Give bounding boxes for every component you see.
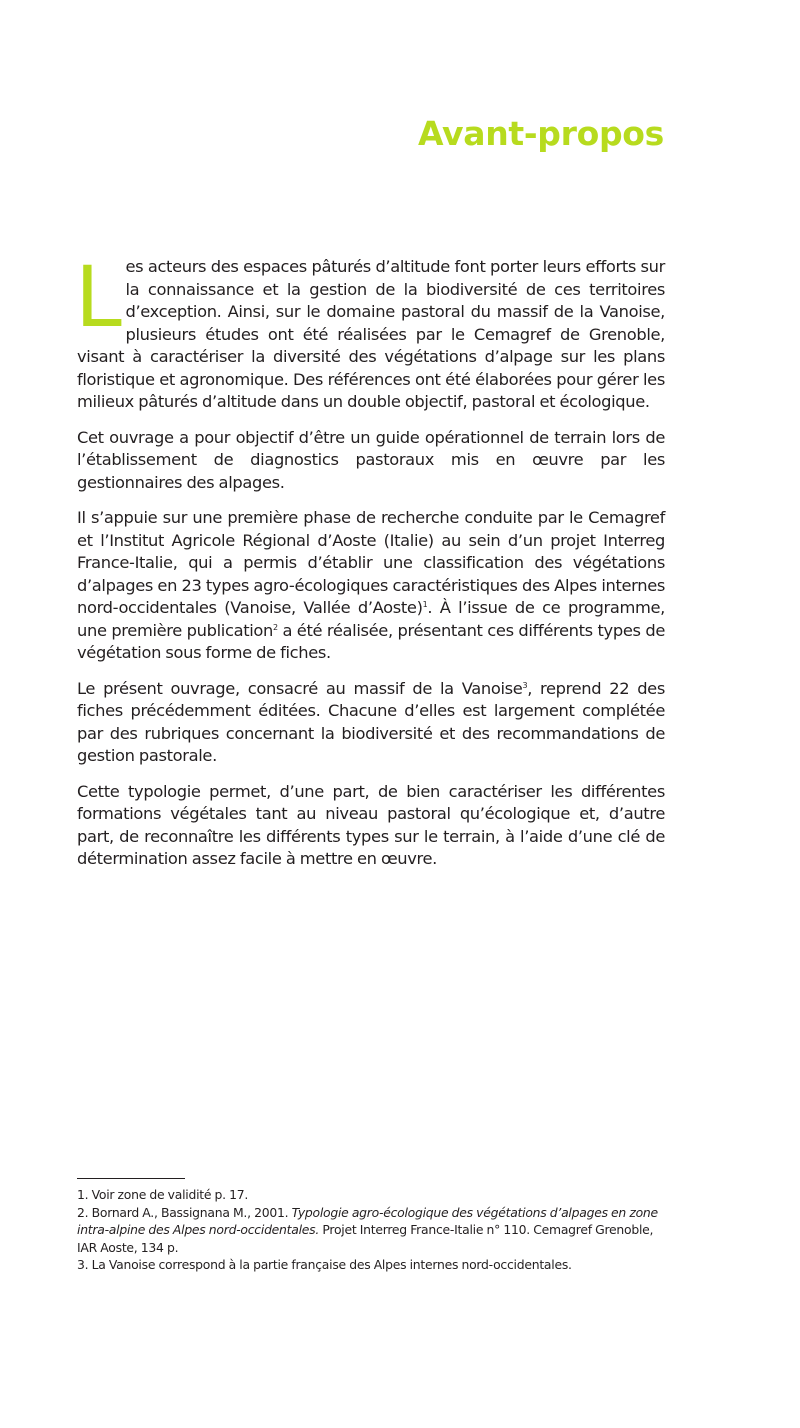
paragraph-2: Cet ouvrage a pour objectif d’être un guide opérationnel de terrain lors de l’établissement de diagnostics pastoraux mis en œuvre par les gestionnaires des alpages. bbox=[77, 427, 665, 492]
footnote-ref-2: 2 bbox=[272, 622, 278, 632]
page-title: Avant-propos bbox=[417, 114, 664, 153]
footnote-ref-3: 3 bbox=[522, 680, 528, 690]
paragraph-1-text: es acteurs des espaces pâturés d’altitude font porter leurs efforts sur la connaissance et la gestion de la biodiversité de ces territoires d’exception. Ainsi, sur le domaine pastoral du massif de la Vanoise, plusieurs études ont été réalisées par le Cemagref de Grenoble, visant à caractériser la diversité des végétations d’alpage sur les plans floristique et agronomique. Des références ont été élaborées pour gérer les milieux pâturés d’altitude dans un double objectif, pastoral et écologique. bbox=[77, 257, 665, 411]
drop-cap: L bbox=[75, 248, 122, 346]
paragraph-4-text-b: , reprend 22 des fiches précédemment éditées. Chacune d’elles est largement complétée par des rubriques concernant la biodiversité et des recommandations de gestion pastorale. bbox=[77, 678, 665, 765]
body-text bbox=[75, 248, 665, 884]
footnotes bbox=[77, 1186, 667, 1274]
footnote-1: 1. Voir zone de validité p. 17. bbox=[77, 1187, 249, 1202]
paragraph-1 bbox=[75, 248, 665, 414]
footnote-2-title: Typologie agro-écologique des végétations d’alpages en zone intra-alpine des Alpes nord-occidentales. bbox=[77, 1204, 658, 1237]
paragraph-5: Cette typologie permet, d’une part, de bien caractériser les différentes formations végétales tant au niveau pastoral qu’écologique et, d’autre part, de reconnaître les différents types sur le terrain, à l’aide d’une clé de détermination assez facile à mettre en œuvre. bbox=[77, 781, 665, 868]
paragraph-3-text-b: . À l’issue de ce programme, une première publication bbox=[77, 598, 665, 640]
paragraph-4-text-a: Le présent ouvrage, consacré au massif de la Vanoise bbox=[77, 678, 523, 698]
footnote-ref-1: 1 bbox=[422, 600, 428, 609]
paragraph-3-text-c: a été réalisée, présentant ces différents types de végétation sous forme de fiches. bbox=[77, 620, 665, 662]
footnote-2 bbox=[77, 1204, 667, 1257]
footnote-2-tail: Projet Interreg France-Italie n° 110. Cemagref Grenoble, IAR Aoste, 134 p. bbox=[77, 1222, 654, 1255]
footnote-3: 3. La Vanoise correspond à la partie française des Alpes internes nord-occidentales. bbox=[77, 1257, 572, 1272]
paragraph-4 bbox=[77, 678, 665, 768]
paragraph-3 bbox=[77, 507, 665, 665]
footnote-2-lead: 2. Bornard A., Bassignana M., 2001. bbox=[77, 1204, 292, 1220]
paragraph-3-text-a: Il s’appuie sur une première phase de recherche conduite par le Cemagref et l’Institut Agricole Régional d’Aoste (Italie) au sein d’un projet Interreg France-Italie, qui a permis d’établir une classification des végétations d’alpages en 23 types agro-écologiques caractéristiques des Alpes internes nord-occidentales (Vanoise, Vallée d’Aoste) bbox=[77, 508, 665, 617]
footnote-divider bbox=[77, 1178, 185, 1179]
